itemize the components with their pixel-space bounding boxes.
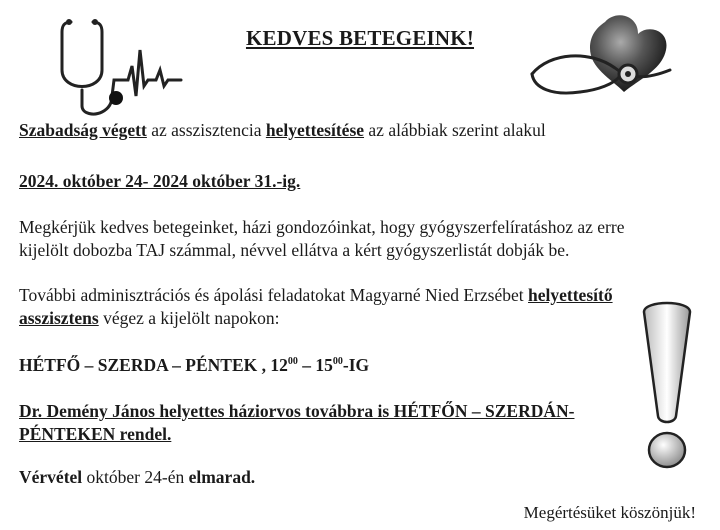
admin-notice: További adminisztrációs és ápolási feladatokat Magyarné Nied Erzsébet helyettesítő asszisztens végez a kijelölt napokon: bbox=[19, 285, 613, 328]
reason-text: Szabadság végett bbox=[19, 120, 147, 140]
prescription-request: Megkérjük kedves betegeinket, házi gondozóinkat, hogy gyógyszerfelíratáshoz az erre kijelölt dobozba TAJ számmal, névvel ellátva a kért gyógyszerlistát dobják be. bbox=[19, 217, 625, 260]
substitution-notice: Szabadság végett az asszisztencia helyettesítése az alábbiak szerint alakul bbox=[19, 120, 546, 140]
doctor-notice: Dr. Demény János helyettes háziorvos továbbra is HÉTFŐN – SZERDÁN- PÉNTEKEN rendel. bbox=[19, 401, 575, 444]
date-range: 2024. október 24- 2024 október 31.-ig. bbox=[19, 171, 301, 191]
blood-test-notice: Vérvétel október 24-én elmarad. bbox=[19, 467, 256, 487]
thanks-text: Megértésüket köszönjük! bbox=[523, 503, 696, 522]
substitution-text: helyettesítése bbox=[265, 120, 365, 140]
schedule-hours: HÉTFŐ – SZERDA – PÉNTEK , $12^{00} - 15^{00}-IG$ bbox=[19, 355, 370, 375]
role-text: helyettesítő bbox=[528, 285, 613, 305]
page-title: KEDVES BETEGEINK! bbox=[245, 26, 475, 50]
